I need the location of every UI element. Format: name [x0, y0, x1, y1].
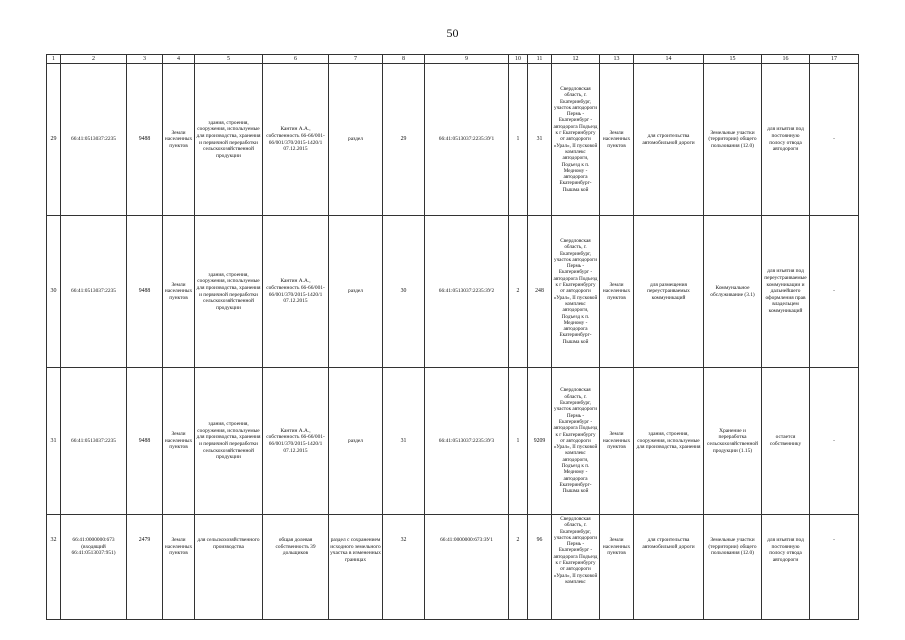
plot-location: Свердловская область, г. Екатеринбург, участок автодороги Пермь - Екатеринбург - автодорога Подъезд к г Екатеринбургу от автодороги «Урал», II пусковой комплекс автодороги, Подъезд к п. Медному - автодорога Екатеринбург-Пышма кой: [552, 216, 600, 368]
contour-count: 1: [509, 64, 528, 216]
new-permitted-use: для размещения переустраиваемых коммуникаций: [634, 216, 704, 368]
new-plot-area: 31: [528, 64, 552, 216]
permitted-use: здания, строения, сооружения, используемые для производства, хранения и первичной переработки сельскохозяйственной продукции: [195, 368, 263, 515]
source-area: 9488: [127, 368, 163, 515]
new-plot-designation: 66:41:0000000:673:ЗУ1: [440, 537, 493, 543]
new-plot-area: 248: [528, 216, 552, 368]
new-plot-designation: 66:41:0513037:2235:ЗУ2: [425, 216, 509, 368]
notes: -: [810, 368, 859, 515]
page-number: 50: [446, 26, 459, 40]
col-header: 15: [704, 55, 762, 64]
plot-location: Свердловская область, г. Екатеринбург, участок автодороги Пермь - Екатеринбург - автодорога Подъезд к г Екатеринбургу от автодороги «Урал», II пусковой комплекс: [553, 516, 598, 585]
rights-holder: Кантин А.А., собственность 66-66/001-66/001/370/2015-1420/1 07.12.2015: [263, 216, 329, 368]
col-header: 6: [263, 55, 329, 64]
formation-purpose: для изъятия под постоянную полосу отвода автодороги: [767, 537, 804, 563]
formation-method: раздел: [329, 368, 383, 515]
table-header-row: [47, 55, 859, 64]
use-classifier: Земельные участки (территории) общего пользования (12.0): [704, 64, 762, 216]
notes: -: [810, 64, 859, 216]
new-plot-area: 9209: [528, 368, 552, 515]
table-row: [47, 515, 859, 620]
source-cadastral-number: 66:41:0513037:2235: [61, 368, 127, 515]
rights-holder: Кантин А.А., собственность 66-66/001-66/001/370/2015-1420/1 07.12.2015: [263, 64, 329, 216]
col-header: 12: [552, 55, 600, 64]
formation-purpose: остается собственнику: [762, 368, 810, 515]
row-number: 30: [47, 216, 61, 368]
col-header: 7: [329, 55, 383, 64]
notes: -: [833, 537, 835, 543]
use-classifier: Земельные участки (территории) общего пользования (12.0): [708, 537, 757, 557]
notes: -: [810, 216, 859, 368]
new-land-category: Земли населенных пунктов: [602, 537, 631, 557]
permitted-use: здания, строения, сооружения, используемые для производства, хранения и первичной переработки сельскохозяйственной продукции: [195, 64, 263, 216]
land-category: Земли населенных пунктов: [164, 537, 193, 557]
row-number: 29: [47, 64, 61, 216]
col-header: 2: [61, 55, 127, 64]
formation-method: раздел: [329, 64, 383, 216]
col-header: 14: [634, 55, 704, 64]
land-category: Земли населенных пунктов: [163, 64, 195, 216]
col-header: 5: [195, 55, 263, 64]
new-land-category: Земли населенных пунктов: [600, 216, 634, 368]
formation-purpose: для изъятия под переустраиваемые коммуникации и дальнейшего оформления прав владельцем коммуникаций: [762, 216, 810, 368]
new-plot-designation: 66:41:0513037:2235:ЗУ3: [425, 368, 509, 515]
col-header: 10: [509, 55, 528, 64]
plot-number: 31: [383, 368, 425, 515]
permitted-use: здания, строения, сооружения, используемые для производства, хранения и первичной переработки сельскохозяйственной продукции: [195, 216, 263, 368]
new-land-category: Земли населенных пунктов: [600, 368, 634, 515]
col-header: 1: [47, 55, 61, 64]
contour-count: 1: [509, 368, 528, 515]
row-number: 31: [47, 368, 61, 515]
table-row: [47, 368, 859, 515]
permitted-use: для сельскохозяйственного производства: [197, 537, 260, 550]
col-header: 13: [600, 55, 634, 64]
formation-method: раздел: [329, 216, 383, 368]
col-header: 16: [762, 55, 810, 64]
new-plot-designation: 66:41:0513037:2235:ЗУ1: [425, 64, 509, 216]
use-classifier: Хранение и переработка сельскохозяйственной продукции (1.15): [704, 368, 762, 515]
col-header: 4: [163, 55, 195, 64]
plot-number: 30: [383, 216, 425, 368]
source-area: 9488: [127, 216, 163, 368]
contour-count: 2: [509, 216, 528, 368]
contour-count: 2: [516, 537, 520, 543]
source-cadastral-number: 66:41:0000000:673 (входящий 66:41:0513037:951): [71, 537, 116, 557]
col-header: 17: [810, 55, 859, 64]
plot-number: 32: [400, 537, 407, 543]
rights-holder: общая долевая собственность 39 дольщиков: [275, 537, 316, 557]
source-area: 2479: [138, 537, 151, 543]
plot-number: 29: [383, 64, 425, 216]
formation-purpose: для изъятия под постоянную полосу отвода автодороги: [762, 64, 810, 216]
land-category: Земли населенных пунктов: [163, 216, 195, 368]
plot-location: Свердловская область, г. Екатеринбург, участок автодороги Пермь - Екатеринбург - автодорога Подъезд к г Екатеринбургу от автодороги «Урал», II пусковой комплекс автодороги, Подъезд к п. Медному - автодорога Екатеринбург-Пышма кой: [552, 64, 600, 216]
rights-holder: Кантин А.А., собственность 66-66/001-66/001/370/2015-1420/1 07.12.2015: [263, 368, 329, 515]
formation-method: раздел с сохранением исходного земельного участка в измененных границах: [330, 537, 381, 563]
new-permitted-use: для строительства автомобильной дороги: [634, 64, 704, 216]
plot-location: Свердловская область, г. Екатеринбург, участок автодороги Пермь - Екатеринбург - автодорога Подъезд к г Екатеринбургу от автодороги «Урал», II пусковой комплекс автодороги, Подъезд к п. Медному - автодорога Екатеринбург-Пышма кой: [552, 368, 600, 515]
table-row: [47, 216, 859, 368]
new-land-category: Земли населенных пунктов: [600, 64, 634, 216]
new-plot-area: 96: [536, 537, 543, 543]
new-permitted-use: здания, строения, сооружения, используемые для производства, хранения: [634, 368, 704, 515]
table-row: [47, 64, 859, 216]
source-area: 9488: [127, 64, 163, 216]
source-cadastral-number: 66:41:0513037:2235: [61, 216, 127, 368]
source-cadastral-number: 66:41:0513037:2235: [61, 64, 127, 216]
row-number: 32: [50, 537, 57, 543]
col-header: 11: [528, 55, 552, 64]
col-header: 9: [425, 55, 509, 64]
use-classifier: Коммунальное обслуживание (3.1): [704, 216, 762, 368]
new-permitted-use: для строительства автомобильной дороги: [642, 537, 695, 550]
land-plot-table: [46, 54, 859, 620]
col-header: 3: [127, 55, 163, 64]
land-category: Земли населенных пунктов: [163, 368, 195, 515]
col-header: 8: [383, 55, 425, 64]
